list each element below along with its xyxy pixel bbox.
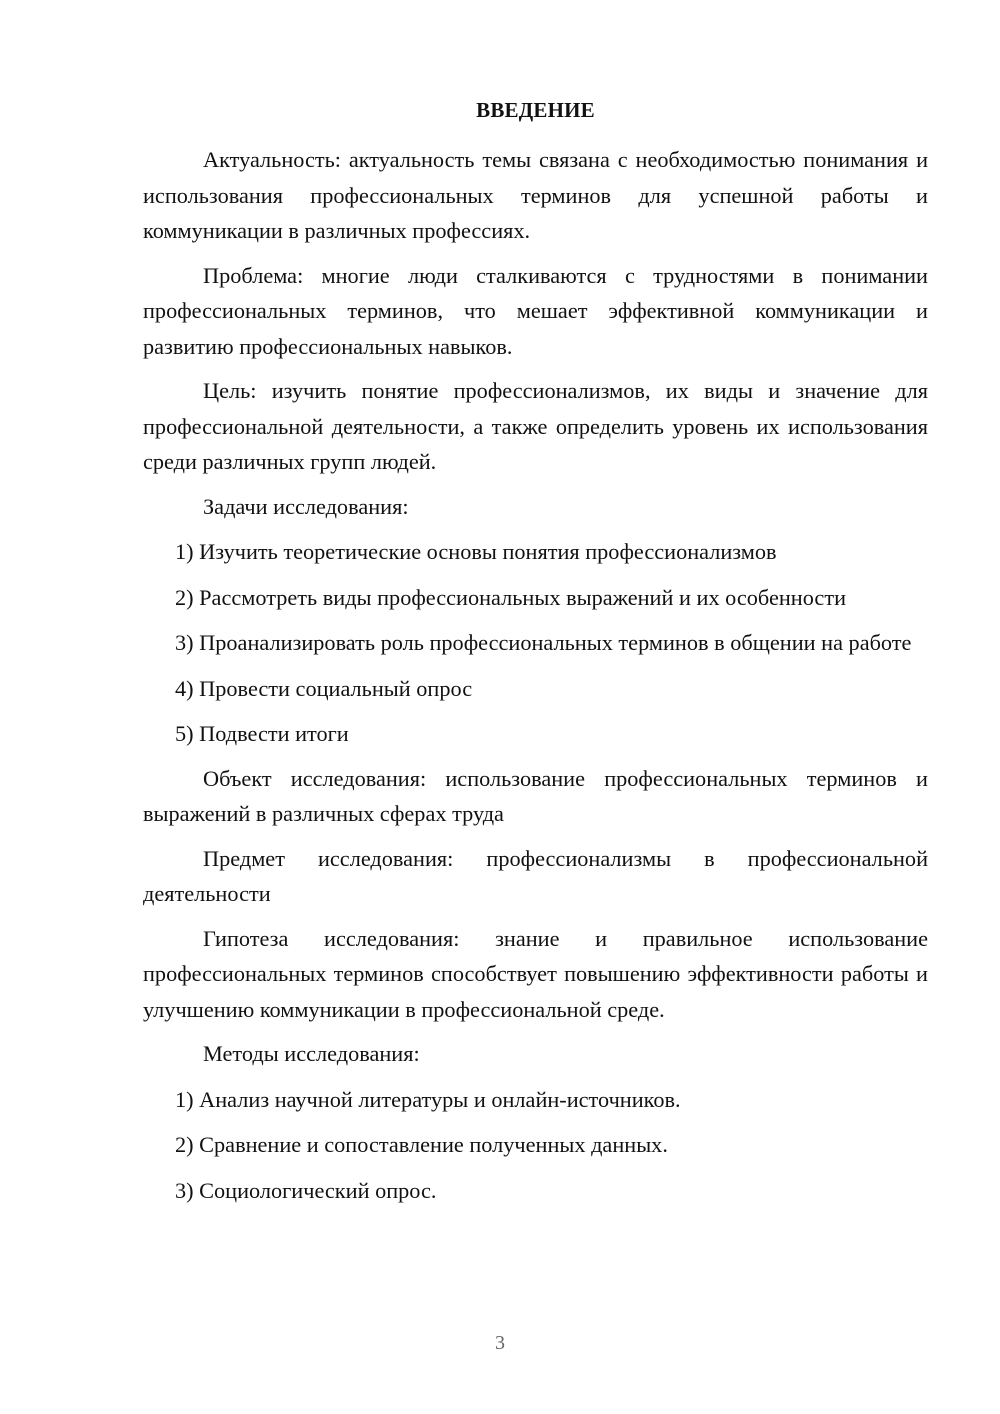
list-item: 1) Анализ научной литературы и онлайн-источников. bbox=[175, 1086, 681, 1112]
document-title: ВВЕДЕНИЕ bbox=[476, 98, 595, 122]
methods-heading: Методы исследования: bbox=[203, 1041, 420, 1066]
list-item: 3) Проанализировать роль профессиональных терминов в общении на работе bbox=[175, 630, 912, 655]
hypothesis-paragraph: Гипотеза исследования: знание и правильное использование профессиональных терминов способствует повышению эффективности работы и улучшению коммуникации в профессиональной среде. bbox=[143, 925, 928, 1022]
page-number: 3 bbox=[495, 1332, 505, 1354]
list-item: 2) Рассмотреть виды профессиональных выражений и их особенности bbox=[175, 584, 846, 610]
list-item: 4) Провести социальный опрос bbox=[175, 675, 473, 701]
list-item: 3) Социологический опрос. bbox=[175, 1177, 437, 1203]
subject-paragraph: Предмет исследования: профессионализмы в профессиональной деятельности bbox=[143, 845, 928, 906]
list-item: 5) Подвести итоги bbox=[175, 721, 349, 746]
tasks-list bbox=[143, 524, 928, 752]
list-item: 2) Сравнение и сопоставление полученных данных. bbox=[175, 1132, 668, 1157]
document-page bbox=[143, 92, 928, 1208]
object-paragraph: Объект исследования: использование профессиональных терминов и выражений в различных сферах труда bbox=[143, 765, 928, 826]
goal-paragraph: Цель: изучить понятие профессионализмов, их виды и значение для профессиональной деятельности, а также определить уровень их использования среди различных групп людей. bbox=[143, 378, 928, 474]
methods-list bbox=[143, 1072, 928, 1209]
relevance-paragraph: Актуальность: актуальность темы связана с необходимостью понимания и использования профессиональных терминов для успешной работы и коммуникации в различных профессиях. bbox=[143, 147, 928, 243]
list-item: 1) Изучить теоретические основы понятия профессионализмов bbox=[175, 539, 777, 564]
problem-paragraph: Проблема: многие люди сталкиваются с трудностями в понимании профессиональных терминов, что мешает эффективной коммуникации и развитию профессиональных навыков. bbox=[143, 262, 928, 359]
tasks-heading: Задачи исследования: bbox=[203, 493, 409, 519]
